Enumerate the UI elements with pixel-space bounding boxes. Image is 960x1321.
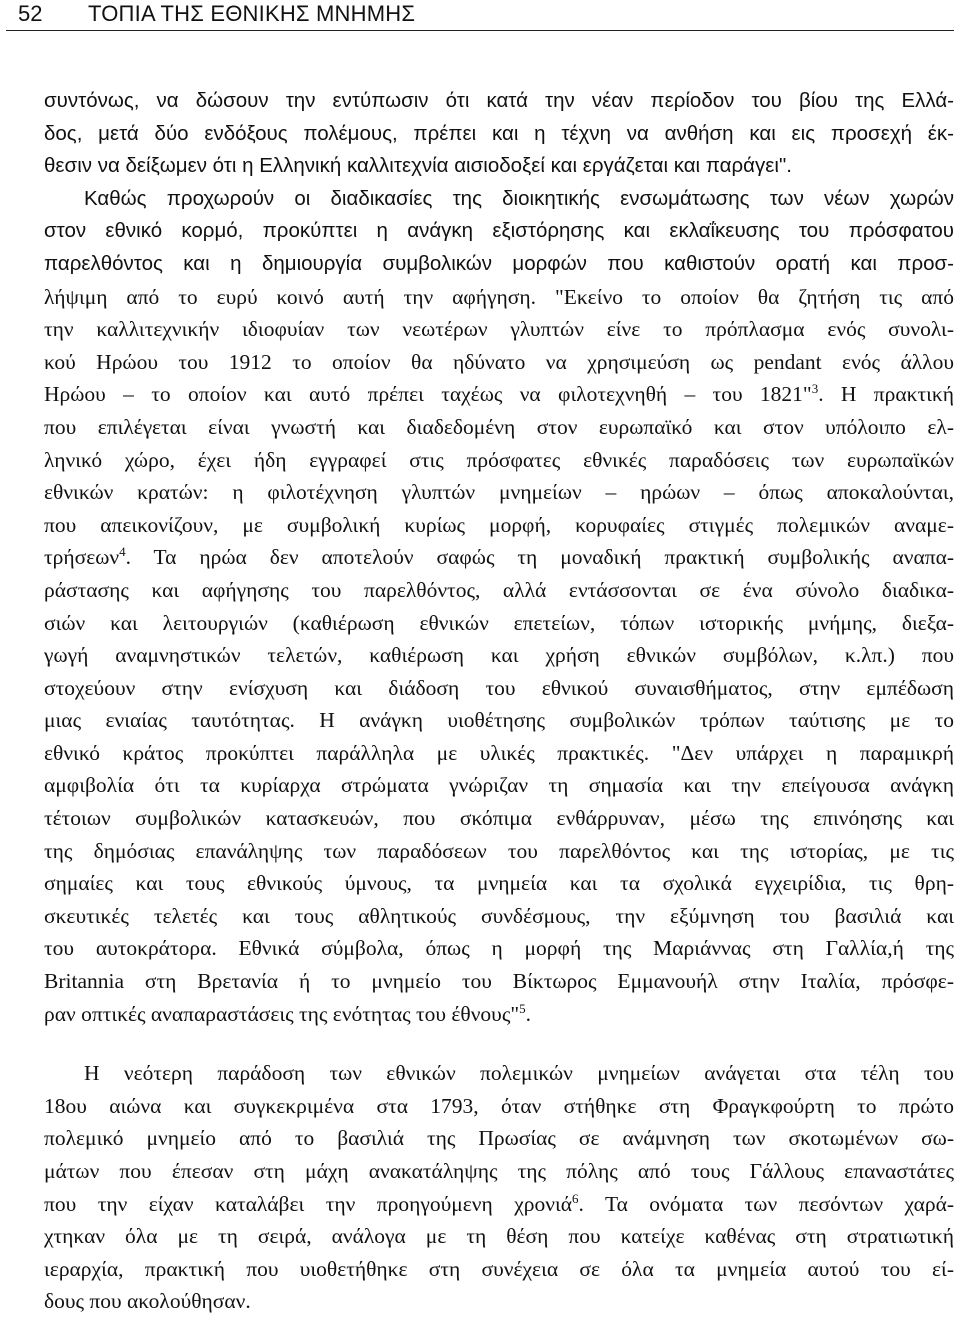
text-line: Britannia στη Βρετανία ή το μνημείο του Βίκτωρος Εμμανουήλ στην Ιταλία, πρόσφε- — [44, 969, 954, 994]
text-line: Η νεότερη παράδοση των εθνικών πολεμικών μνημείων ανάγεται στα τέλη του — [84, 1061, 954, 1086]
text-line: ληνικό χώρο, έχει ήδη εγγραφεί στις πρόσφατες εθνικές παραδόσεις των ευρωπαϊκών — [44, 447, 954, 472]
text-line: θεσιν να δείξωμεν ότι η Ελληνική καλλιτεχνία αισιοδοξεί και εργάζεται και παράγει". — [44, 154, 792, 178]
text-line: δος, μετά δύο ενδόξους πολέμους, πρέπει και η τέχνη να ανθήση και εις προσεχή έκ- — [44, 121, 954, 145]
text-line: παρελθόντος και η δημιουργία συμβολικών μορφών που καθιστούν ορατή και προσ- — [44, 251, 954, 275]
text-line: ραν οπτικές αναπαραστάσεις της ενότητας του έθνους"$^5$. — [44, 1000, 531, 1026]
text-line: τρήσεων$^4$. Τα ηρώα δεν αποτελούν σαφώς τη μοναδική πρακτική συμβολικής αναπα- — [44, 544, 954, 570]
text-line: 18ου αιώνα και συγκεκριμένα στα 1793, όταν στήθηκε στη Φραγκφούρτη το πρώτο — [44, 1093, 954, 1118]
text-line: δους που ακολούθησαν. — [44, 1289, 251, 1314]
running-title: ΤΟΠΙΑ ΤΗΣ ΕΘΝΙΚΗΣ ΜΝΗΜΗΣ — [88, 1, 416, 26]
text-line: Ηρώου – το οποίον και αυτό πρέπει ταχέως να φιλοτεχνηθή – του 1821"$^3$. Η πρακτική — [44, 381, 954, 407]
text-line: του αυτοκράτορα. Εθνικά σύμβολα, όπως η μορφή της Μαριάννας στη Γαλλία,ή της — [44, 936, 954, 961]
footnote-marker: 4 — [119, 544, 126, 560]
running-header — [6, 0, 954, 31]
text-line: κού Ηρώου του 1912 το οποίον θα ηδύνατο να χρησιμεύση ως pendant ενός άλλου — [44, 349, 954, 374]
text-line: σκευτικές τελετές και τους αθλητικούς συνδέσμους, την εξύμνηση του βασιλιά και — [44, 903, 954, 928]
text-line: στον εθνικό κορμό, προκύπτει η ανάγκη εξιστόρησης και εκλαΐκευσης του πρόσφατου — [44, 219, 954, 243]
text-line: πολεμικό μνημείο από το βασιλιά της Πρωσίας σε ανάμνηση των σκοτωμένων σω- — [44, 1126, 954, 1151]
text-line: μάτων που έπεσαν στη μάχη ανακατάληψης της πόλης από τους Γάλλους επαναστάτες — [44, 1159, 954, 1183]
footnote-marker: 5 — [519, 1000, 526, 1016]
text-line: εθνικών κρατών: η φιλοτέχνηση γλυπτών μνημείων – ηρώων – όπως αποκαλούνται, — [44, 480, 954, 505]
text-line: Καθώς προχωρούν οι διαδικασίες της διοικητικής ενσωμάτωσης των νέων χωρών — [84, 186, 954, 210]
text-line: συντόνως, να δώσουν την εντύπωσιν ότι κατά την νέαν περίοδον του βίου της Ελλά- — [44, 89, 954, 112]
text-line: που την είχαν καταλάβει την προηγούμενη χρονιά$^6$. Τα ονόματα των πεσόντων χαρά- — [44, 1190, 954, 1216]
text-line: ράστασης και αφήγησης του παρελθόντος, αλλά εντάσσονται σε ένα σύνολο διαδικα- — [44, 577, 954, 602]
text-line: που επιλέγεται είναι γνωστή και διαδεδομένη στον ευρωπαϊκό και στον υπόλοιπο ελ- — [44, 414, 954, 439]
text-line: λήψιμη από το ευρύ κοινό αυτή την αφήγηση. "Εκείνο το οποίον θα ζητήση τις από — [44, 284, 954, 309]
text-line: σημαίες και τους εθνικούς ύμνους, τα μνημεία και τα σχολικά εγχειρίδια, τις θρη- — [44, 871, 954, 896]
text-line: μιας ενιαίας ταυτότητας. Η ανάγκη υιοθέτησης συμβολικών τρόπων ταύτισης με το — [44, 708, 954, 733]
text-line: τέτοιων συμβολικών κατασκευών, που σκόπιμα ενθάρρυναν, μέσω της επινόησης και — [44, 806, 954, 831]
text-line: ιεραρχία, πρακτική που υιοθετήθηκε στη συνέχεια σε όλα τα μνημεία αυτού του εί- — [44, 1256, 954, 1281]
paragraph-gap — [44, 1030, 954, 1057]
text-line: αμφιβολία ότι τα κυρίαρχα στρώματα γνώριζαν τη σημασία και την επείγουσα ανάγκη — [44, 773, 954, 798]
text-line: γωγή αναμνηστικών τελετών, καθιέρωση και χρήση εθνικών συμβόλων, κ.λπ.) που — [44, 643, 954, 668]
text-line: στοχεύουν στην ενίσχυση και διάδοση του εθνικού συναισθήματος, στην εμπέδωση — [44, 675, 954, 700]
text-line: την καλλιτεχνικήν ιδιοφυίαν των νεωτέρων γλυπτών είνε το πρόπλασμα ενός συνολι- — [44, 317, 954, 342]
text-line: της δημόσιας επανάληψης των παραδόσεων του παρελθόντος και της ιστορίας, με τις — [44, 838, 954, 863]
body-text — [44, 85, 954, 1318]
footnote-marker: 3 — [811, 381, 819, 397]
text-line: σιών και λειτουργιών (καθιέρωση εθνικών επετείων, τόπων ιστορικής μνήμης, διεξα- — [44, 610, 954, 635]
text-line: χτηκαν όλα με τη σειρά, ανάλογα με τη θέση που κατείχε καθένας στη στρατιωτική — [44, 1224, 954, 1249]
text-line: που απεικονίζουν, με συμβολική κυρίως μορφή, κορυφαίες στιγμές πολεμικών αναμε- — [44, 512, 954, 537]
text-line: εθνικό κράτος προκύπτει παράλληλα με υλικές πρακτικές. "Δεν υπάρχει η παραμικρή — [44, 740, 954, 765]
footnote-marker: 6 — [572, 1190, 579, 1206]
page-number: 52 — [18, 1, 43, 26]
